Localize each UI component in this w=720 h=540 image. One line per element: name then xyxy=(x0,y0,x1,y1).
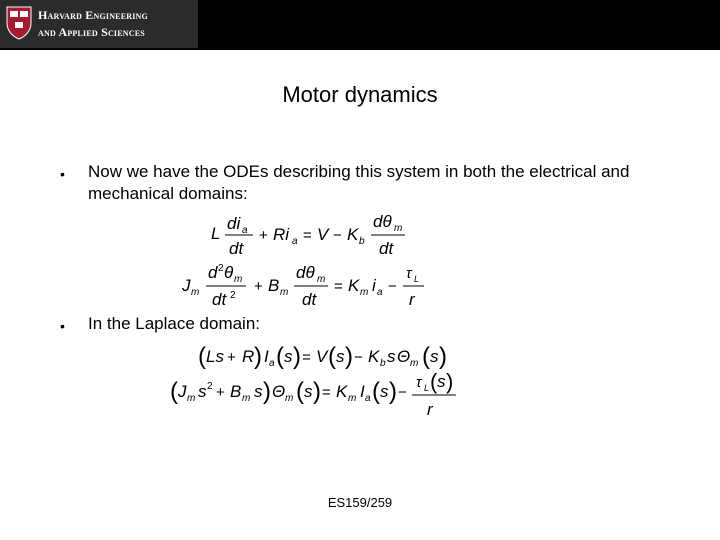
svg-text:s: s xyxy=(304,382,313,401)
svg-text:m: m xyxy=(360,287,369,298)
svg-text:τ: τ xyxy=(406,265,412,282)
harvard-seas-logo xyxy=(0,0,198,48)
svg-text:m: m xyxy=(348,393,357,404)
svg-text:a: a xyxy=(269,358,275,369)
header-bar xyxy=(0,0,720,50)
svg-text:J: J xyxy=(182,276,191,295)
svg-text:a: a xyxy=(242,225,248,236)
svg-text:s: s xyxy=(336,347,345,366)
bullet-marker-1: • xyxy=(60,166,65,182)
svg-text:s: s xyxy=(254,382,263,401)
equation-laplace-mechanical xyxy=(168,372,460,422)
svg-text:di: di xyxy=(227,214,241,233)
svg-text:m: m xyxy=(280,287,289,298)
harvard-shield-icon xyxy=(6,6,32,40)
svg-text:a: a xyxy=(292,236,298,247)
svg-text:=: = xyxy=(303,227,312,244)
svg-text:s: s xyxy=(387,347,396,366)
svg-text:I: I xyxy=(264,347,269,366)
svg-text:B: B xyxy=(230,382,242,401)
svg-text:+: + xyxy=(216,384,225,401)
svg-text:m: m xyxy=(242,393,251,404)
logo-line-1: Harvard Engineering xyxy=(38,8,148,22)
svg-text:m: m xyxy=(234,274,243,285)
equation-mechanical-ode xyxy=(178,260,438,312)
svg-text:m: m xyxy=(394,223,403,234)
svg-text:−: − xyxy=(354,349,363,366)
svg-text:r: r xyxy=(409,290,415,309)
bullet-marker-2: • xyxy=(60,318,65,334)
svg-text:s: s xyxy=(430,347,439,366)
svg-text:a: a xyxy=(365,393,371,404)
slide-title: Motor dynamics xyxy=(282,82,438,107)
svg-text:): ) xyxy=(254,343,262,370)
svg-text:=: = xyxy=(302,349,311,366)
svg-text:θ: θ xyxy=(224,263,234,282)
svg-text:V: V xyxy=(317,225,329,244)
svg-text:s: s xyxy=(380,382,389,401)
svg-text:K: K xyxy=(336,382,348,401)
logo-wordmark xyxy=(38,7,148,41)
svg-text:L: L xyxy=(414,274,420,284)
svg-text:m: m xyxy=(317,274,326,285)
svg-text:2: 2 xyxy=(218,263,224,274)
svg-text:Θ: Θ xyxy=(397,347,411,366)
svg-text:Ls: Ls xyxy=(206,347,224,366)
svg-text:): ) xyxy=(446,372,454,394)
svg-text:r: r xyxy=(427,400,433,419)
svg-text:B: B xyxy=(268,276,280,295)
svg-text:2: 2 xyxy=(207,381,213,392)
svg-text:(: ( xyxy=(276,343,284,370)
svg-text:m: m xyxy=(187,393,196,404)
svg-text:+: + xyxy=(227,349,236,366)
svg-text:): ) xyxy=(389,378,397,405)
svg-text:(: ( xyxy=(198,343,206,370)
svg-text:b: b xyxy=(380,358,386,369)
svg-text:K: K xyxy=(368,347,380,366)
svg-text:L: L xyxy=(211,224,221,243)
bullet-text-2: In the Laplace domain: xyxy=(88,314,261,333)
svg-text:): ) xyxy=(313,378,321,405)
svg-text:J: J xyxy=(178,382,187,401)
svg-text:m: m xyxy=(191,287,200,298)
svg-text:(: ( xyxy=(170,378,178,405)
svg-text:+: + xyxy=(254,278,263,295)
svg-text:dθ: dθ xyxy=(373,212,392,231)
svg-text:−: − xyxy=(388,278,397,295)
svg-text:R: R xyxy=(242,347,255,366)
svg-text:(: ( xyxy=(328,343,336,370)
svg-text:V: V xyxy=(316,347,328,366)
svg-text:i: i xyxy=(372,276,376,295)
svg-text:): ) xyxy=(293,343,301,370)
svg-text:τ: τ xyxy=(416,374,422,391)
svg-text:s: s xyxy=(198,382,207,401)
svg-text:dt: dt xyxy=(302,290,317,309)
svg-text:d: d xyxy=(208,263,218,282)
svg-text:s: s xyxy=(284,347,293,366)
svg-text:): ) xyxy=(263,378,271,405)
svg-text:Ri: Ri xyxy=(273,225,290,244)
svg-text:s: s xyxy=(437,372,446,391)
bullet-text-1: Now we have the ODEs describing this system in both the electrical and mechanical domains: xyxy=(88,162,630,203)
svg-text:dθ: dθ xyxy=(296,263,315,282)
logo-line-2: and Applied Sciences xyxy=(38,25,145,39)
svg-text:(: ( xyxy=(430,372,438,394)
svg-text:(: ( xyxy=(296,378,304,405)
svg-text:I: I xyxy=(360,382,365,401)
svg-text:−: − xyxy=(333,227,342,244)
svg-text:dt: dt xyxy=(212,290,227,309)
svg-text:2: 2 xyxy=(230,290,236,301)
svg-text:−: − xyxy=(398,384,407,401)
svg-text:L: L xyxy=(424,383,430,393)
svg-text:): ) xyxy=(345,343,353,370)
svg-text:K: K xyxy=(347,225,359,244)
svg-text:): ) xyxy=(439,343,447,370)
svg-text:+: + xyxy=(259,227,268,244)
svg-text:b: b xyxy=(359,236,365,247)
equation-laplace-electrical xyxy=(196,340,458,374)
svg-text:K: K xyxy=(348,276,360,295)
slide-footer: ES159/259 xyxy=(327,495,393,510)
svg-text:Θ: Θ xyxy=(272,382,286,401)
svg-text:dt: dt xyxy=(229,239,244,258)
equation-electrical-ode xyxy=(205,208,425,260)
svg-text:m: m xyxy=(410,358,419,369)
svg-text:a: a xyxy=(377,287,383,298)
svg-text:=: = xyxy=(334,278,343,295)
svg-text:(: ( xyxy=(372,378,380,405)
svg-text:=: = xyxy=(322,384,331,401)
svg-text:dt: dt xyxy=(379,239,394,258)
svg-text:(: ( xyxy=(422,343,430,370)
svg-text:m: m xyxy=(285,393,294,404)
